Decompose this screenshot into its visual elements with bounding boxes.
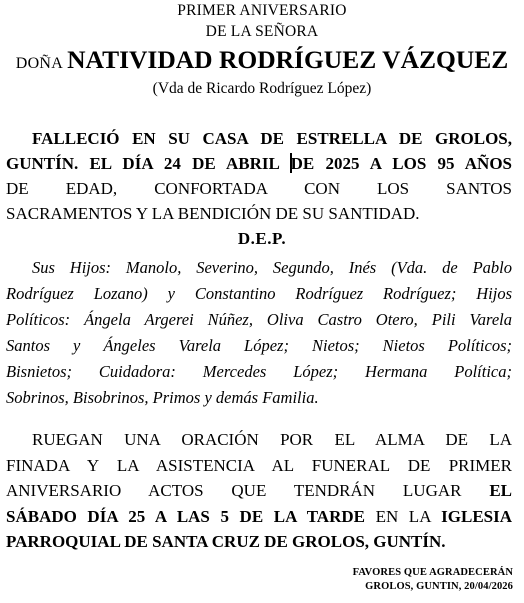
funeral-line-3: ANIVERSARIO ACTOS QUE TENDRÁN LUGAR EL [6,481,513,500]
family-line: Santos y Ángeles Varela López; Nietos; Nietos Políticos; [6,336,512,355]
funeral-line-5: PARROQUIAL DE SANTA CRUZ DE GROLOS, GUNTÍN. [6,532,446,551]
dep-label: D.E.P. [237,229,287,248]
footer-signature [353,566,513,594]
deceased-name: NATIVIDAD RODRÍGUEZ VÁZQUEZ [67,45,509,74]
death-announcement [6,126,512,226]
funeral-line-4: SÁBADO DÍA 25 A LAS 5 DE LA TARDE EN LA IGLESIA [6,506,513,526]
deceased-name-line [0,45,524,75]
funeral-notice [6,427,512,555]
family-line: Sobrinos, Bisobrinos, Primos y demás Familia. [6,388,319,407]
announcement-line-2: GUNTÍN. EL DÍA 24 DE ABRIL DE 2025 A LOS 95 AÑOS [6,154,513,173]
honorific: DOÑA [15,55,64,72]
footer-line-2: GROLOS, GUNTIN, 20/04/2026 [365,581,513,592]
family-line: Sus Hijos: Manolo, Severino, Segundo, Inés (Vda. de Pablo [32,258,512,277]
funeral-line-2: FINADA Y LA ASISTENCIA AL FUNERAL DE PRIMER [6,455,512,475]
family-list [6,255,512,411]
family-line: Políticos: Ángela Argerei Núñez, Oliva Castro Otero, Pili Varela [6,310,512,329]
footer-line-1: FAVORES QUE AGRADECERÁN [352,567,513,578]
anniversary-title: PRIMER ANIVERSARIO [177,2,347,19]
family-line: Bisnietos; Cuidadora: Mercedes López; Hermana Política; [6,362,512,381]
announcement-line-4: SACRAMENTOS Y LA BENDICIÓN DE SU SANTIDAD. [6,204,420,223]
anniversary-subtitle: DE LA SEÑORA [205,23,319,40]
widow-of-note: (Vda de Ricardo Rodríguez López) [152,80,372,97]
announcement-line-1: FALLECIÓ EN SU CASA DE ESTRELLA DE GROLOS, [32,129,512,148]
announcement-line-3: DE EDAD, CONFORTADA CON LOS SANTOS [6,179,512,198]
family-line: Rodríguez Lozano) y Constantino Rodríguez Rodríguez; Hijos [6,284,512,303]
funeral-line-1: RUEGAN UNA ORACIÓN POR EL ALMA DE LA [32,430,512,449]
